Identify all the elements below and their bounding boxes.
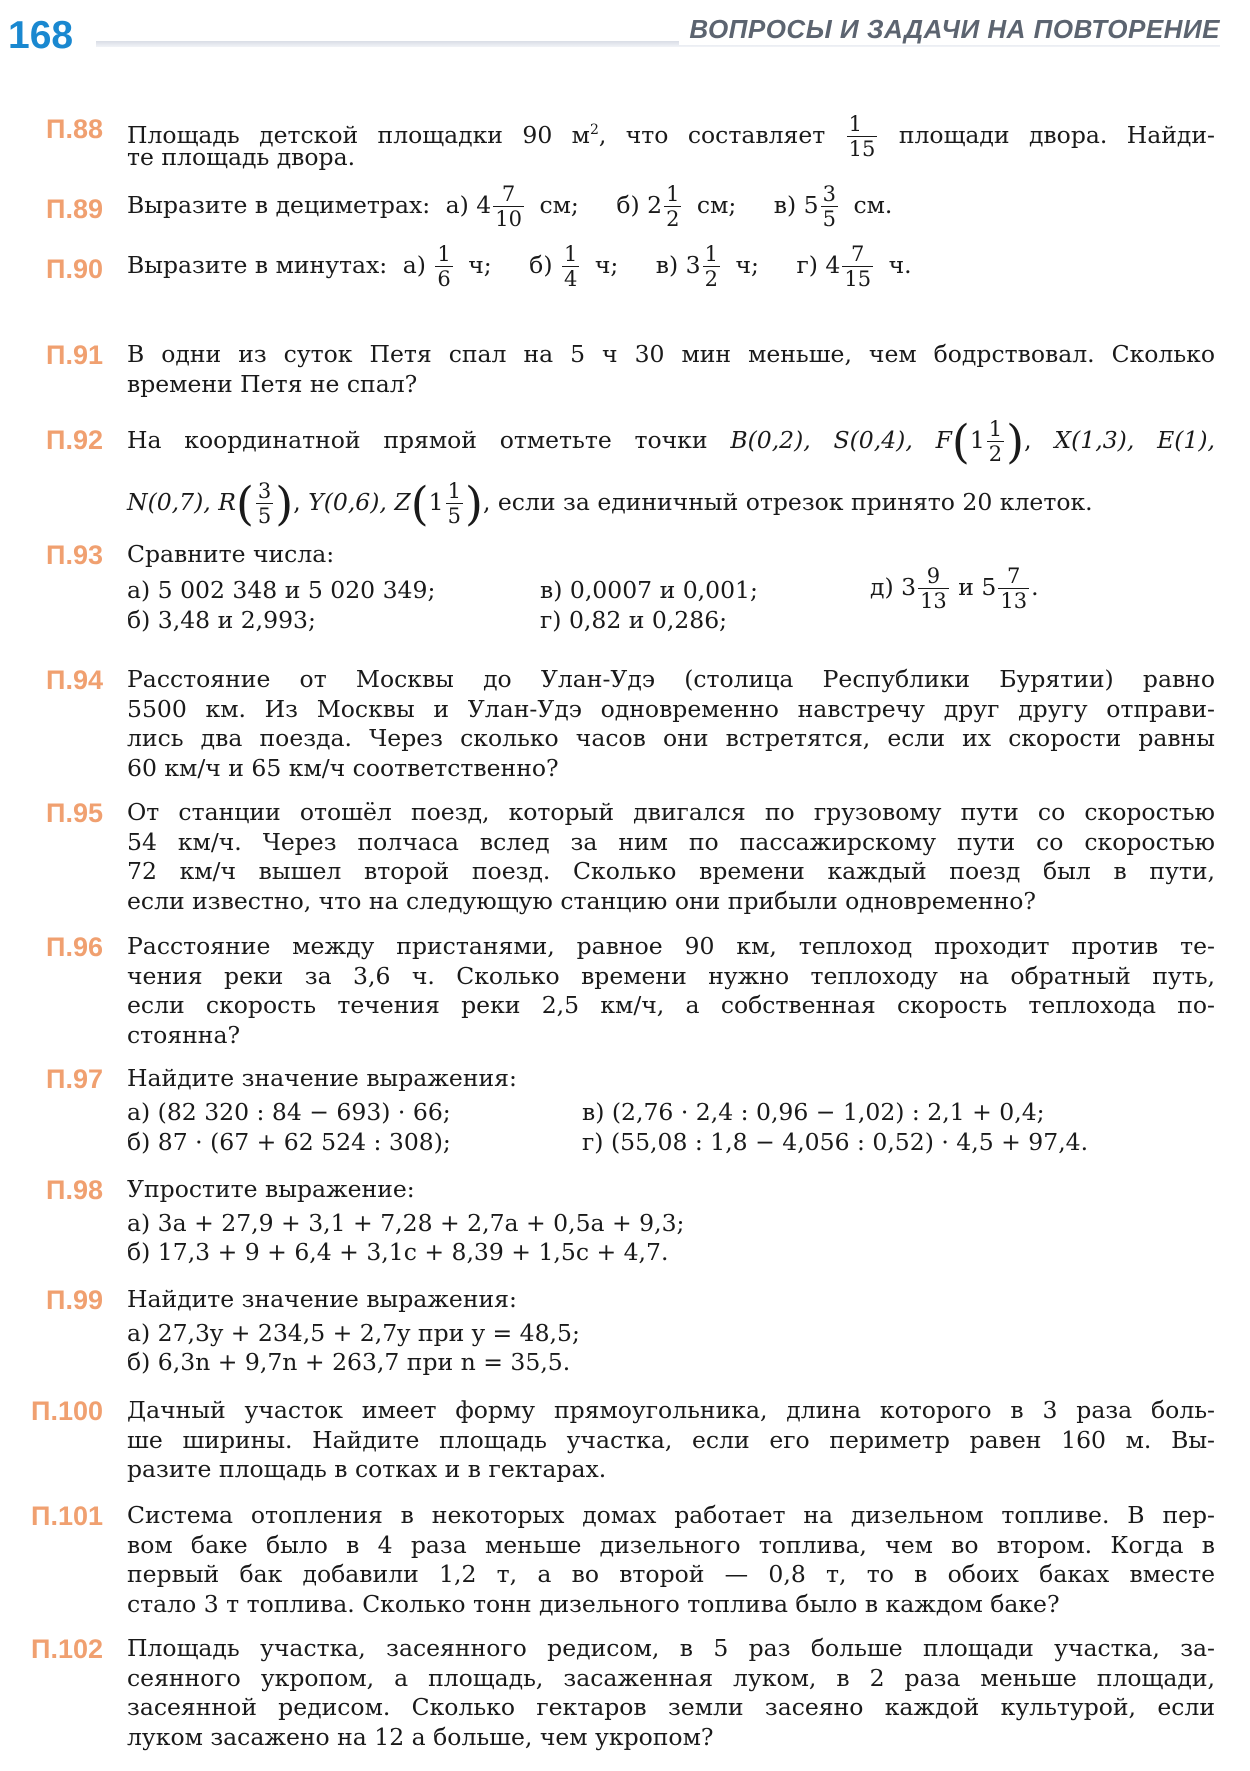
problem-label: П.96 — [46, 932, 103, 962]
problem-label: П.95 — [46, 798, 103, 828]
problem-text — [127, 411, 1215, 531]
problem-text: Найдите значение выражения: а) (82 320 : 84 − 693) · 66; в) (2,76 · 2,4 : 0,96 − 1,02) : 2,1 + 0,4; б) 87 · (67 + 62 524 : 308); г) (55,08 : 1,8 − 4,056 : 0,52) · 4,5 + 97,4. — [127, 1064, 1089, 1156]
problem-label: П.98 — [46, 1175, 103, 1205]
problem-label: П.90 — [46, 254, 103, 284]
problem-text: Площадь участка, засеянного редисом, в 5 раз больше площади участка, за- сеянного укропом, а площадь, засаженная луком, в 2 раза меньше площади, засеянной редисом. Сколько гектаров земли засеяно каждой культурой, если луком засажено на 12 а больше, чем укропом? — [127, 1634, 1215, 1751]
problem-label: П.88 — [46, 114, 103, 144]
problem-text: Сравните числа: а) 5 002 348 и 5 020 349; в) 0,0007 и 0,001; д) 3 $\frac{9}{13}$ и 5 $\frac{7}{13}$ . б) 3,48 и 2,993; г) 0,82 и 0,286; — [127, 540, 1039, 634]
section-title: ВОПРОСЫ И ЗАДАЧИ НА ПОВТОРЕНИЕ — [679, 14, 1220, 45]
problem-label: П.91 — [46, 340, 103, 370]
problem-text — [127, 182, 1215, 231]
problem-label: П.89 — [46, 194, 103, 224]
problem-label: П.102 — [31, 1634, 103, 1664]
text-line: те площадь двора. — [127, 143, 356, 171]
problem-label: П.97 — [46, 1064, 103, 1094]
fraction: $\frac{1}{15}$ — [848, 112, 876, 161]
problem-text: Расстояние между пристанями, равное 90 км, теплоход проходит против те- чения реки за 3,6 ч. Сколько времени нужно теплоходу на обратный путь, если скорость течения реки 2,5 км/ч, а собственная скорость теплохода по- стоянна? — [127, 932, 1215, 1049]
problem-label: П.93 — [46, 540, 103, 570]
text-line: N(0,7), R( $\frac{3}{5}$ ), Y(0,6), Z(1 $\frac{1}{5}$ ), если за единичный отрезок принято 20 клеток. — [127, 476, 1093, 531]
problem-text: Упростите выражение: а) 3a + 27,9 + 3,1 + 7,28 + 2,7a + 0,5a + 9,3; б) 17,3 + 9 + 6,4 + 3,1c + 8,39 + 1,5c + 4,7. — [127, 1175, 685, 1266]
text-line: На координатной прямой отметьте точки B(0,2), S(0,4), F(1 $\frac{1}{2}$ ), X(1,3), E(1), — [127, 414, 1215, 469]
problem-text: Расстояние от Москвы до Улан-Удэ (столица Республики Бурятии) равно 5500 км. Из Москвы и Улан-Удэ одновременно навстречу друг другу отправи- лись два поезда. Через сколько часов они встретятся, если их скорости равны 60 км/ч и 65 км/ч соответственно? — [127, 665, 1215, 782]
problem-text: Дачный участок имеет форму прямоугольника, длина которого в 3 раза боль- ше ширины. Найдите площадь участка, если его периметр равен 160 м. Вы- разите площадь в сотках и в гектарах. — [127, 1396, 1215, 1483]
problem-text — [127, 242, 1215, 291]
problem-text: От станции отошёл поезд, который двигался по грузовому пути со скоростью 54 км/ч. Через полчаса вслед за ним по пассажирскому пути со скоростью 72 км/ч вышел второй поезд. Сколько времени каждый поезд был в пути, если известно, что на следующую станцию они прибыли одновременно? — [127, 798, 1215, 915]
problem-text: Система отопления в некоторых домах работает на дизельном топливе. В пер- вом баке было в 4 раза меньше дизельного топлива, чем во втором. Когда в первый бак добавили 1,2 т, а во второй — 0,8 т, то в обоих баках вместе стало 3 т топлива. Сколько тонн дизельного топлива было в каждом баке? — [127, 1501, 1215, 1618]
text-line: Выразите в минутах: а) $\frac{1}{6}$ ч; б) $\frac{1}{4}$ ч; в) 3 $\frac{1}{2}$ ч; г) 4 $\frac{7}{15}$ ч. — [127, 242, 912, 291]
page-number: 168 — [8, 14, 74, 57]
problem-label: П.100 — [31, 1396, 103, 1426]
problem-text: Найдите значение выражения: а) 27,3y + 234,5 + 2,7y при y = 48,5; б) 6,3n + 9,7n + 263,7 при n = 35,5. — [127, 1285, 580, 1376]
problem-text — [127, 112, 1215, 173]
problem-label: П.101 — [31, 1501, 103, 1531]
text-line: Выразите в дециметрах: а) 4 $\frac{7}{10}$ см; б) 2 $\frac{1}{2}$ см; в) 5 $\frac{3}{5}$ см. — [127, 182, 893, 231]
problem-label: П.92 — [46, 425, 103, 455]
problem-label: П.94 — [46, 665, 103, 695]
text-line: Площадь детской площадки 90 $м^2$, что составляет $\frac{1}{15}$ площади двора. Найди- — [127, 112, 1215, 161]
problem-label: П.99 — [46, 1285, 103, 1315]
problem-text: В одни из суток Петя спал на 5 ч 30 мин меньше, чем бодрствовал. Сколько времени Петя не спал? — [127, 340, 1215, 398]
